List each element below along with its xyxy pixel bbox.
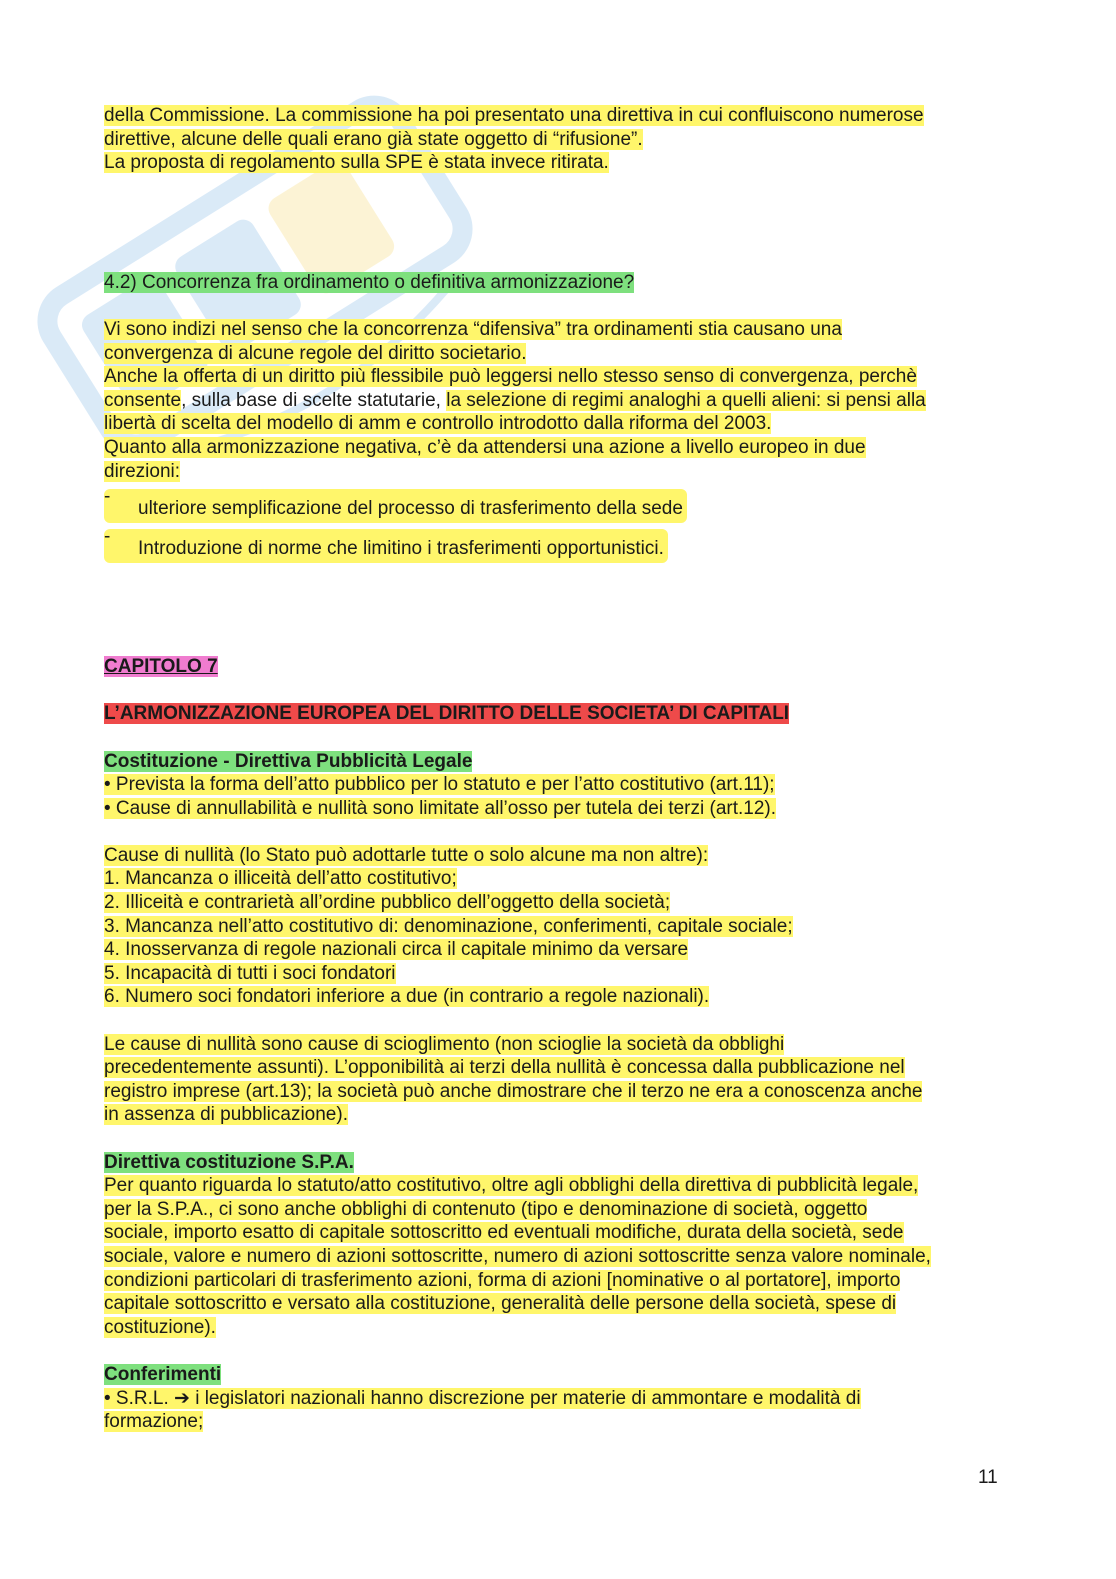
text-line: libertà di scelta del modello di amm e controllo introdotto dalla riforma del 2003. <box>104 413 772 435</box>
text-line: Quanto alla armonizzazione negativa, c’è da attendersi una azione a livello europeo in due <box>104 436 866 458</box>
text-line: direttive, alcune delle quali erano già state oggetto di “rifusione”. <box>104 128 643 150</box>
text-line: direzioni: <box>104 460 181 482</box>
page-number: 11 <box>978 1467 998 1488</box>
list-item-text: ulteriore semplificazione del processo di trasferimento della sede <box>138 498 683 520</box>
numbered-item: 6. Numero soci fondatori inferiore a due (in contrario a regole nazionali). <box>104 986 710 1008</box>
dash-icon: - <box>104 526 111 548</box>
text-segment: consente <box>104 389 182 411</box>
dash-list-item <box>104 526 1004 563</box>
text-line: sociale, importo esatto di capitale sottoscritto ed eventuali modifiche, durata della società, sede <box>104 1222 904 1244</box>
subsection-heading: Direttiva costituzione S.P.A. <box>104 1151 354 1173</box>
numbered-item: 3. Mancanza nell’atto costitutivo di: denominazione, conferimenti, capitale sociale; <box>104 915 793 937</box>
text-line: Anche la offerta di un diritto più flessibile può leggersi nello stesso senso di convergenza, perchè <box>104 366 917 388</box>
numbered-item: 1. Mancanza o illiceità dell’atto costitutivo; <box>104 868 457 890</box>
chapter-label: CAPITOLO 7 <box>104 656 218 678</box>
list-intro: Cause di nullità (lo Stato può adottarle tutte o solo alcune ma non altre): <box>104 844 709 866</box>
text-line: precedentemente assunti). L’opponibilità ai terzi della nullità è concessa dalla pubblicazione nel <box>104 1057 905 1079</box>
intro-paragraph <box>104 104 1004 175</box>
text-line: Vi sono indizi nel senso che la concorrenza “difensiva” tra ordinamenti stia causano una <box>104 318 842 340</box>
text-line: Le cause di nullità sono cause di scioglimento (non scioglie la società da obblighi <box>104 1033 785 1055</box>
chapter-title: L’ARMONIZZAZIONE EUROPEA DEL DIRITTO DELLE SOCIETA’ DI CAPITALI <box>104 703 790 725</box>
numbered-item: 5. Incapacità di tutti i soci fondatori <box>104 962 396 984</box>
numbered-item: 2. Illiceità e contrarietà all’ordine pubblico dell’oggetto della società; <box>104 892 671 914</box>
text-line: in assenza di pubblicazione). <box>104 1104 348 1126</box>
text-line: per la S.P.A., ci sono anche obblighi di contenuto (tipo e denominazione di società, oggetto <box>104 1198 868 1220</box>
subsection-heading: Costituzione - Direttiva Pubblicità Legale <box>104 750 473 772</box>
bullet-item: • Prevista la forma dell’atto pubblico per lo statuto e per l’atto costitutivo (art.11); <box>104 774 775 796</box>
section-heading: 4.2) Concorrenza fra ordinamento o definitiva armonizzazione? <box>104 271 635 293</box>
list-item-text: Introduzione di norme che limitino i trasferimenti opportunistici. <box>138 538 664 560</box>
text-line: costituzione). <box>104 1316 216 1338</box>
bullet-item: • S.R.L. ➔ i legislatori nazionali hanno discrezione per materie di ammontare e modalità di <box>104 1387 861 1409</box>
numbered-item: 4. Inosservanza di regole nazionali circa il capitale minimo da versare <box>104 939 689 961</box>
document-page <box>104 104 1004 1434</box>
subsection-heading: Conferimenti <box>104 1363 222 1385</box>
text-segment: la selezione di regimi analoghi a quelli alieni: si pensi alla <box>446 389 926 411</box>
text-line: sociale, valore e numero di azioni sottoscritte, numero di azioni sottoscritte senza valore nominale, <box>104 1245 931 1267</box>
text-line: La proposta di regolamento sulla SPE è stata invece ritirata. <box>104 152 609 174</box>
text-line: capitale sottoscritto e versato alla costituzione, generalità delle persone della società, spese di <box>104 1293 897 1315</box>
bullet-item: • Cause di annullabilità e nullità sono limitate all’osso per tutela dei terzi (art.12). <box>104 797 777 819</box>
text-line: convergenza di alcune regole del diritto societario. <box>104 342 527 364</box>
dash-list-item <box>104 486 1004 523</box>
section-paragraph <box>104 318 1004 483</box>
text-line: registro imprese (art.13); la società può anche dimostrare che il terzo ne era a conoscenza anche <box>104 1080 923 1102</box>
text-line: condizioni particolari di trasferimento azioni, forma di azioni [nominative o al portatore], importo <box>104 1269 901 1291</box>
dash-icon: - <box>104 486 111 508</box>
text-line: Per quanto riguarda lo statuto/atto costitutivo, oltre agli obblighi della direttiva di pubblicità legale, <box>104 1175 919 1197</box>
text-line: formazione; <box>104 1411 204 1433</box>
text-segment: , sulla base di scelte statutarie, <box>181 389 447 411</box>
text-line: della Commissione. La commissione ha poi presentato una direttiva in cui confluiscono numerose <box>104 105 924 126</box>
